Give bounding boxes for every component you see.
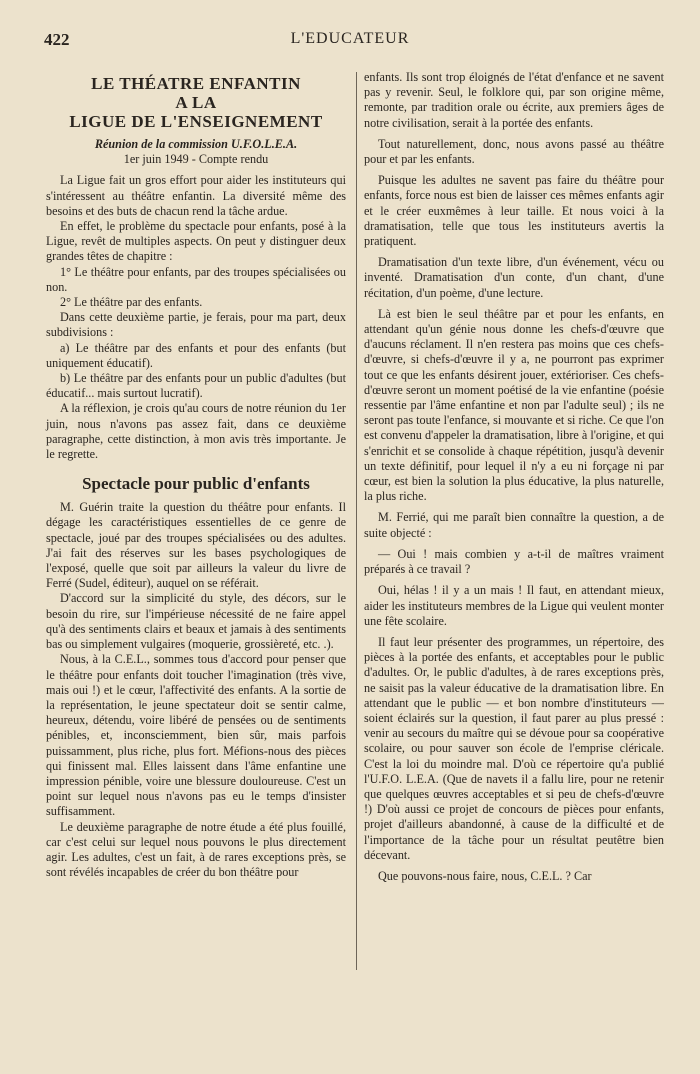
title-line-1: LE THÉATRE ENFANTIN <box>91 74 301 93</box>
running-title: L'EDUCATEUR <box>290 30 410 47</box>
paragraph: — Oui ! mais combien y a-t-il de maîtres vraiment préparés à ce travail ? <box>364 546 664 577</box>
paragraph: 1° Le théâtre pour enfants, par des troupes spécialisées ou non. <box>46 264 346 294</box>
paragraph: Là est bien le seul théâtre par et pour les enfants, en attendant qu'un génie nous donne les chefs-d'œuvre que d'aucuns réclament. Il n'en restera pas moins que ces chefs-d'œuvre, si chefs-d'œuvre il y a, ne pourront pas exprimer tout ce que les enfants désirent jouer, extérioriser. Ces chefs-d'œuvre seront un moment poétisé de la vie enfantine (poésie ressentie par l'âme enfantine et non par l'adulte seul) ; ils ne seront pas toute l'enfance, si mouvante et si riche. Ce que l'on est convenu d'appeler la dramatisation, libre à l'origine, et qui s'enrichit et se consolide à chaque répétition, jusqu'à devenir un texte définitif, pour lequel il n'y a eu ni forçage ni par cœur, est bien la solution la plus éducative, la plus naturelle, la plus riche. <box>364 306 664 504</box>
article-subtitle: Réunion de la commission U.F.O.L.E.A. <box>94 137 298 151</box>
paragraph: Puisque les adultes ne savent pas faire du théâtre pour enfants, force nous est bien de laisser ces mêmes enfants agir et le créer euxmêmes à leur taille. Et nous voici à la dramatisation, telle que tous les instituteurs avertis la pratiquent. <box>364 173 664 249</box>
paragraph: Que pouvons-nous faire, nous, C.E.L. ? Car <box>378 868 592 883</box>
paragraph: M. Guérin traite la question du théâtre pour enfants. Il dégage les caractéristiques essentielles de ce genre de spectacle, joué par des troupes spécialisées ou des adultes. J'ai fait des réserves sur les bases psychologiques de l'exposé, quelle que soit par ailleurs la valeur du livre de Ferré (Sudel, éditeur), auquel on se référait. <box>46 500 346 591</box>
article-title <box>46 74 346 131</box>
paragraph: b) Le théâtre par des enfants pour un public d'adultes (but éducatif... mais surtout lucratif). <box>46 371 346 401</box>
paragraph: A la réflexion, je crois qu'au cours de notre réunion du 1er juin, nous n'avons pas assez fait, dans ce deuxième paragraphe, cette distinction, à mon avis très importante. Je le regrette. <box>46 401 346 462</box>
paragraph: Nous, à la C.E.L., sommes tous d'accord pour penser que le théâtre pour enfants doit toucher l'imagination (très vive, mais oui !) et le cœur, l'affectivité des enfants. A la sortie de la représentation, le jeune spectateur doit se sentir calme, heureux, détendu, voire libéré de pensées ou de sentiments pénibles, et, inconsciemment, bien sûr, mais parfois puissamment, plus riche, plus fort. Méfions-nous des pièces qui finissent mal. Elles laissent dans l'âme enfantine une impression pénible, voire une blessure douloureuse. C'est un point sur lequel nous n'avons pas eu le temps d'insister suffisamment. <box>46 652 346 819</box>
title-line-2: A LA <box>175 93 217 112</box>
paragraph: enfants. Ils sont trop éloignés de l'état d'enfance et ne savent pas y revenir. Seul, le folklore qui, par son origine même, remonte, par tradition orale ou écrite, aux premiers âges de notre civilisation, serait à la portée des enfants. <box>364 70 664 130</box>
paragraph: Dans cette deuxième partie, je ferais, pour ma part, deux subdivisions : <box>46 310 346 340</box>
column-divider <box>356 72 357 970</box>
paragraph: D'accord sur la simplicité du style, des décors, sur le besoin du rire, sur l'impérieuse nécessité de ne faire appel qu'à des sentiments clairs et beaux et jamais à des sentiments bas ou simplement vulgaires (moquerie, grossièreté, etc. .). <box>46 591 346 652</box>
article-date: 1er juin 1949 - Compte rendu <box>123 152 269 167</box>
paragraph: Tout naturellement, donc, nous avons passé au théâtre pour et par les enfants. <box>364 136 664 167</box>
right-column <box>364 70 664 884</box>
section-title: Spectacle pour public d'enfants <box>82 474 310 494</box>
paragraph: Dramatisation d'un texte libre, d'un événement, vécu ou inventé. Dramatisation d'un conte, d'un chant, d'une récitation, d'un poème, d'une lecture. <box>364 255 664 300</box>
paragraph: Il faut leur présenter des programmes, un répertoire, des pièces à la portée des enfants, et acceptables pour le public d'adultes. Or, le public d'adultes, à de rares exceptions près, ne saisit pas la valeur éducative de la dramatisation libre. En attendant que le public — et bon nombre d'instituteurs — soient éclairés sur la question, il faut parer au plus pressé : venir au secours du maître qui se dévoue pour sa coopérative scolaire, ou pour sauver son école de l'emprise cléricale. C'est la loi du moindre mal. D'où ce répertoire qu'a publié l'U.F.O. L.E.A. (Que de navets il a fallu lire, pour ne retenir que quelques œuvres acceptables et si peu de chefs-d'œuvre !) D'où aussi ce projet de concours de pièces pour enfants, projet d'ailleurs abandonné, à cause de la difficulté et de l'importance de la tâche pour un résultat peutêtre bien décevant. <box>364 634 664 862</box>
paragraph: En effet, le problème du spectacle pour enfants, posé à la Ligue, revêt de multiples aspects. On peut y distinguer deux grandes têtes de chapitre : <box>46 219 346 264</box>
paragraph: Oui, hélas ! il y a un mais ! Il faut, en attendant mieux, aider les instituteurs membres de la Ligue qui veulent monter une fête scolaire. <box>364 583 664 628</box>
paragraph: 2° Le théâtre par des enfants. <box>60 295 203 310</box>
paragraph: La Ligue fait un gros effort pour aider les instituteurs qui s'intéressent au théâtre enfantin. La diversité même des besoins et des buts de chacun rend la tâche ardue. <box>46 173 346 218</box>
page-number: 422 <box>44 30 70 49</box>
paragraph: a) Le théâtre par des enfants et pour des enfants (but uniquement éducatif). <box>46 340 346 370</box>
left-column <box>46 70 346 880</box>
paragraph: Le deuxième paragraphe de notre étude a été plus fouillé, car c'est celui sur lequel nous pouvons le plus directement agir. Les adultes, c'est un fait, à de rares exceptions près, se sont révélés incapables de créer du bon théâtre pour <box>46 819 346 880</box>
paragraph: M. Ferrié, qui me paraît bien connaître la question, a de suite objecté : <box>364 510 664 540</box>
title-line-3: LIGUE DE L'ENSEIGNEMENT <box>69 112 323 131</box>
